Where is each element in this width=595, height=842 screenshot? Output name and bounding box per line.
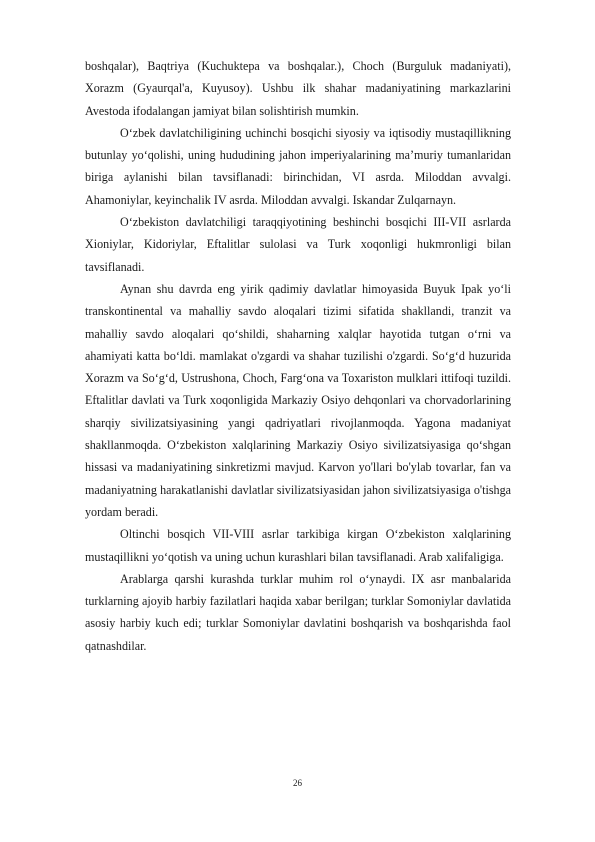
paragraph: Oltinchi bosqich VII-VIII asrlar tarkibiga kirgan O‘zbekiston xalqlarining mustaqillikni yo‘qotish va uning uchun kurashlari bilan tavsiflanadi. Arab xalifaligiga.: [85, 527, 511, 564]
paragraph: boshqalar), Baqtriya (Kuchuktepa va boshqalar.), Choch (Burguluk madaniyati), Xorazm (Gyaurqal'a, Kuyusoy). Ushbu ilk shahar madaniyatining markazlarini Avestoda ifodalangan jamiyat bilan solishtirish mumkin.: [85, 59, 511, 118]
paragraph: O‘zbek davlatchiligining uchinchi bosqichi siyosiy va iqtisodiy mustaqillikning butunlay yo‘qolishi, uning hududining jahon imperiyalarining ma’muriy tumanlaridan biriga aylanishi bilan tavsiflanadi: birinchidan, VI asrda. Miloddan avvalgi. Ahamoniylar, keyinchalik IV asrda. Miloddan avvalgi. Iskandar Zulqarnayn.: [85, 125, 511, 207]
paragraph: Arablarga qarshi kurashda turklar muhim rol o‘ynaydi. IX asr manbalarida turklarning ajoyib harbiy fazilatlari haqida xabar berilgan; turklar Somoniylar davlatida asosiy harbiy kuch edi; turklar Somoniylar davlatini boshqarish va boshqarishda faol qatnashdilar.: [85, 571, 511, 653]
page-number: 26: [293, 778, 302, 788]
paragraph: Aynan shu davrda eng yirik qadimiy davlatlar himoyasida Buyuk Ipak yo‘li transkontinental va mahalliy savdo aloqalari tizimi sifatida shakllandi, tranzit va mahalliy savdo aloqalari qo‘shildi, shaharning xalqlar hayotida tutgan o‘rni va ahamiyati katta bo‘ldi. mamlakat o'zgardi va shahar tuzilishi o'zgardi. So‘g‘d huzurida Xorazm va So‘g‘d, Ustrushona, Choch, Farg‘ona va Toxariston mulklari ittifoqi tuzildi. Eftalitlar davlati va Turk xoqonligida Markaziy Osiyo dehqonlari va chorvadorlarining sharqiy sivilizatsiyasining yangi qadriyatlari rivojlanmoqda. Yagona madaniyat shakllanmoqda. O‘zbekiston xalqlarining Markaziy Osiyo sivilizatsiyasiga qo‘shgan hissasi va madaniyatining sinkretizmi mavjud. Karvon yo'llari bo'ylab tovarlar, fan va madaniyatning harakatlanishi davlatlar sivilizatsiyasidan jahon sivilizatsiyasiga o'tishga yordam beradi.: [85, 281, 511, 519]
paragraph: O‘zbekiston davlatchiligi taraqqiyotining beshinchi bosqichi III-VII asrlarda Xioniylar, Kidoriylar, Eftalitlar sulolasi va Turk xoqonligi hukmronligi bilan tavsiflanadi.: [85, 215, 511, 274]
body-text: [85, 55, 511, 657]
